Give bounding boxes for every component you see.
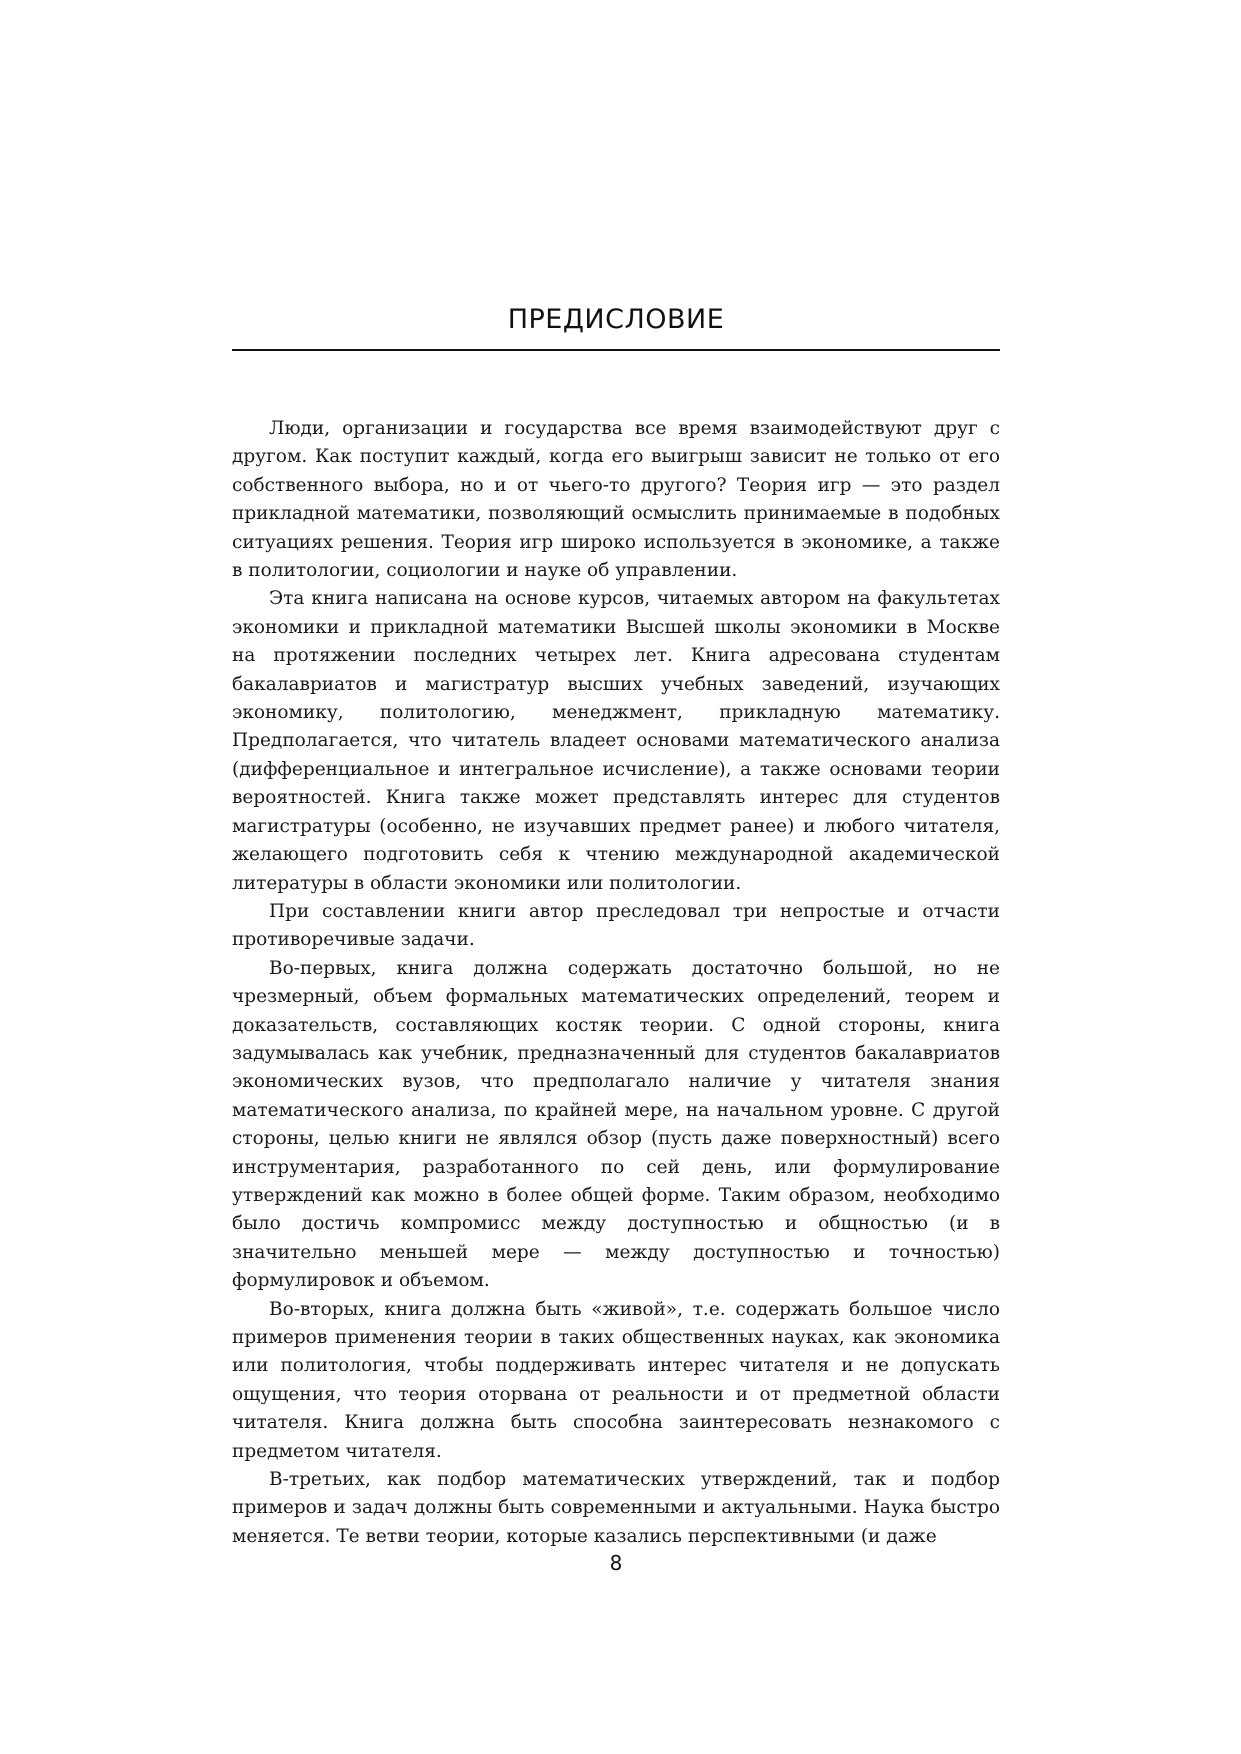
chapter-title: ПРЕДИСЛОВИЕ [507,304,725,335]
paragraph: Во-первых, книга должна содержать достаточно большой, но не чрезмерный, объем формальных математических определений, теорем и доказательств, составляющих костяк теории. С одной стороны, книга задумывалась как учебник, предназначенный для студентов бакалавриатов экономических вузов, что предполагало наличие у читателя знания математического анализа, по крайней мере, на начальном уровне. С другой стороны, целью книги не являлся обзор (пусть даже поверхностный) всего инструментария, разработанного по сей день, или формулирование утверждений как можно в более общей форме. Таким образом, необходимо было достичь компромисс между доступностью и общностью (и в значительно меньшей мере — между доступностью и точностью) формулировок и объемом. [232,957,1000,1292]
paragraph: Люди, организации и государства все время взаимодействуют друг с другом. Как поступит каждый, когда его выигрыш зависит не только от его собственного выбора, но и от чьего-то другого? Теория игр — это раздел прикладной математики, позволяющий осмыслить принимаемые в подобных ситуациях решения. Теория игр широко используется в экономике, а также в политологии, социологии и науке об управлении. [232,418,1000,582]
paragraph: При составлении книги автор преследовал три непростые и отчасти противоречивые задачи. [232,900,1000,951]
body-text [232,415,1000,1551]
page-number: 8 [609,1551,623,1575]
paragraph: Во-вторых, книга должна быть «живой», т.е. содержать большое число примеров применения теории в таких общественных науках, как экономика или политология, чтобы поддерживать интерес читателя и не допускать ощущения, что теория оторвана от реальности и от предметной области читателя. Книга должна быть способна заинтересовать незнакомого с предметом читателя. [232,1298,1000,1462]
title-underline [232,349,1000,351]
paragraph: В-третьих, как подбор математических утверждений, так и подбор примеров и задач должны быть современными и актуальными. Наука быстро меняется. Те ветви теории, которые казались перспективными (и даже [232,1469,1000,1547]
paragraph: Эта книга написана на основе курсов, читаемых автором на факультетах экономики и прикладной математики Высшей школы экономики в Москве на протяжении последних четырех лет. Книга адресована студентам бакалавриатов и магистратур высших учебных заведений, изучающих экономику, политологию, менеджмент, прикладную математику. Предполагается, что читатель владеет основами математического анализа (дифференциальное и интегральное исчисление), а также основами теории вероятностей. Книга также может представлять интерес для студентов магистратуры (особенно, не изучавших предмет ранее) и любого читателя, желающего подготовить себя к чтению международной академической литературы в области экономики или политологии. [232,588,1000,894]
